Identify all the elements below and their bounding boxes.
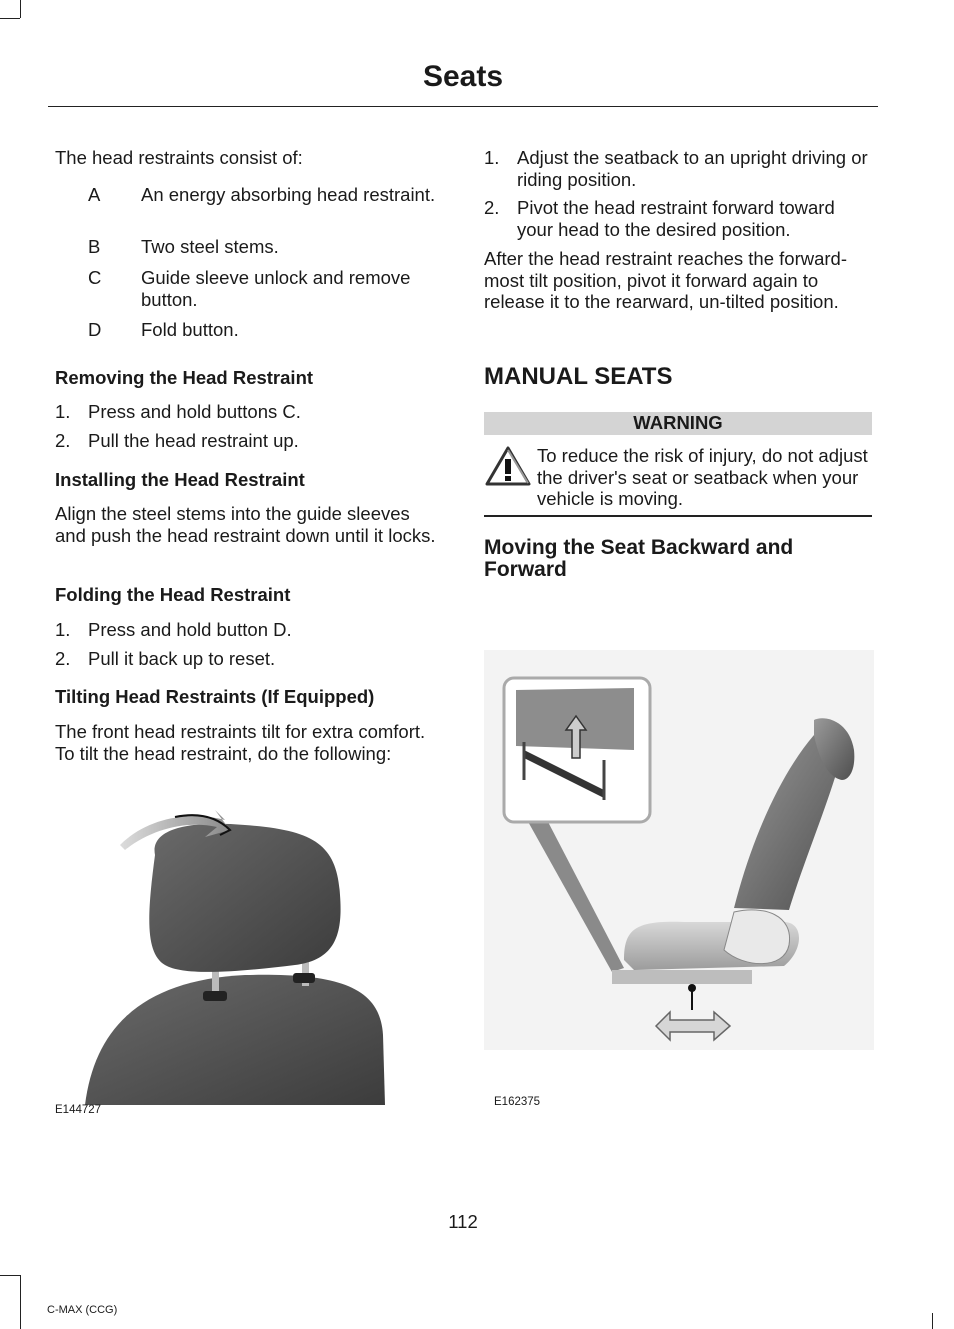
list-item: D Fold button. [88, 319, 239, 340]
body-text: The front head restraints tilt for extra comfort. To tilt the head restraint, do the following: [55, 721, 426, 764]
list-item: C Guide sleeve unlock and remove button. [88, 267, 411, 310]
crop-mark [20, 1275, 21, 1329]
list-item: 1. Adjust the seatback to an upright driving or riding position. [484, 147, 868, 190]
seat-adjust-illustration [484, 650, 874, 1050]
list-item: 2. Pull it back up to reset. [55, 648, 276, 669]
section-heading: Folding the Head Restraint [55, 584, 291, 605]
warning-divider [484, 515, 872, 517]
head-restraint-illustration [75, 805, 395, 1105]
section-heading: Tilting Head Restraints (If Equipped) [55, 686, 375, 707]
body-text: After the head restraint reaches the forward-most tilt position, pivot it forward again to release it to the rearward, un-tilted position. [484, 248, 847, 312]
warning-label: WARNING [484, 412, 872, 435]
warning-text: To reduce the risk of injury, do not adjust the driver's seat or seatback when your vehicle is moving. [537, 445, 868, 509]
page-title: Seats [422, 60, 504, 93]
subheading: Moving the Seat Backward and Forward [484, 536, 794, 581]
warning-triangle-icon [484, 445, 532, 487]
header-divider [48, 106, 878, 107]
crop-mark [20, 0, 21, 18]
figure-caption: E144727 [55, 1104, 102, 1116]
body-text: Align the steel stems into the guide sleeves and push the head restraint down until it locks. [55, 503, 436, 546]
crop-mark [0, 18, 20, 19]
list-item: 2. Pivot the head restraint forward toward your head to the desired position. [484, 197, 835, 240]
section-heading: Removing the Head Restraint [55, 367, 314, 388]
section-heading: Installing the Head Restraint [55, 469, 305, 490]
page-number: 112 [448, 1211, 478, 1232]
crop-mark [0, 1275, 20, 1276]
list-item: 2. Pull the head restraint up. [55, 430, 299, 451]
list-item: 1. Press and hold buttons C. [55, 401, 301, 422]
crop-mark [932, 1313, 933, 1329]
list-item: B Two steel stems. [88, 236, 279, 257]
intro-text: The head restraints consist of: [55, 147, 303, 168]
section-heading: MANUAL SEATS [484, 363, 673, 390]
list-item: 1. Press and hold button D. [55, 619, 292, 640]
footer-model: C-MAX (CCG) [47, 1304, 118, 1316]
figure-caption: E162375 [494, 1096, 541, 1108]
list-item: A An energy absorbing head restraint. [88, 184, 436, 205]
